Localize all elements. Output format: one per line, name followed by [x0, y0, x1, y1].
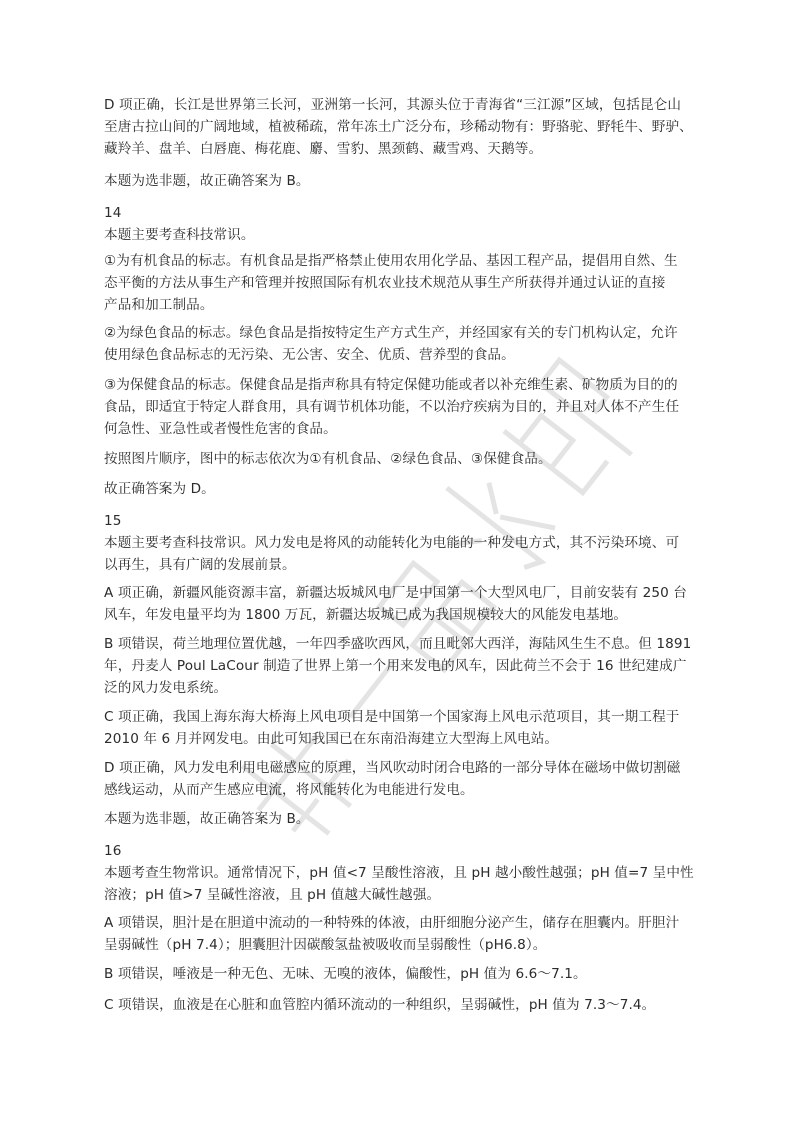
text-line: D 项正确，风力发电利用电磁感应的原理，当风吹动时闭合电路的一部分导体在磁场中做切割磁 [104, 760, 681, 776]
question-number: 14 [104, 205, 122, 221]
question-14-header [104, 202, 694, 246]
text-line: 2010 年 6 月并网发电。由此可知我国已在东南沿海建立大型海上风电站。 [104, 731, 559, 747]
text-line: 年，丹麦人 Poul LaCour 制造了世界上第一个用来发电的风车，因此荷兰不会于 16 世纪建成广 [104, 658, 687, 674]
text-line: A 项错误，胆汁是在胆道中流动的一种特殊的体液，由肝细胞分泌产生，储存在胆囊内。肝胆汁 [104, 915, 680, 931]
text-line: 至唐古拉山间的广阔地域，植被稀疏，常年冻土广泛分布，珍稀动物有：野骆驼、野牦牛、野驴、 [104, 119, 693, 135]
text-line: ②为绿色食品的标志。绿色食品是指按特定生产方式生产，并经国家有关的专门机构认定，允许 [104, 325, 678, 341]
question-number: 15 [104, 513, 122, 529]
text-line: 呈弱碱性（pH 7.4）；胆囊胆汁因碳酸氢盐被吸收而呈弱酸性（pH6.8）。 [104, 937, 547, 953]
text-line: 按照图片顺序，图中的标志依次为①有机食品、②绿色食品、③保健食品。 [104, 451, 552, 467]
text-line: 藏羚羊、盘羊、白唇鹿、梅花鹿、麝、雪豹、黑颈鹤、藏雪鸡、天鹅等。 [104, 141, 543, 157]
text-line: 本题为选非题，故正确答案为 B。 [104, 811, 310, 827]
text-line: B 项错误，唾液是一种无色、无味、无嗅的液体，偏酸性，pH 值为 6.6～7.1。 [104, 966, 587, 982]
text-line: 风车，年发电量平均为 1800 万瓦，新疆达坂城已成为我国规模较大的风能发电基地。 [104, 607, 628, 623]
paragraph-c-option [104, 706, 694, 750]
answer-line [104, 170, 694, 192]
text-line: 食品，即适宜于特定人群食用，具有调节机体功能，不以治疗疾病为目的，并且对人体不产生任 [104, 399, 680, 415]
text-line: 泛的风力发电系统。 [104, 680, 228, 696]
text-line: B 项错误，荷兰地理位置优越，一年四季盛吹西风，而且毗邻大西洋，海陆风生生不息。但 1891 [104, 636, 692, 652]
paragraph-d-option-wind [104, 757, 694, 801]
answer-line [104, 478, 694, 500]
paragraph-image-order [104, 448, 694, 470]
text-line: 溶液；pH 值>7 呈碱性溶液，且 pH 值越大碱性越强。 [104, 887, 441, 903]
text-line: 态平衡的方法从事生产和管理并按照国际有机农业技术规范从事生产所获得并通过认证的直接 [104, 275, 666, 291]
question-number: 16 [104, 843, 122, 859]
text-line: C 项错误，血液是在心脏和血管腔内循环流动的一种组织，呈弱碱性，pH 值为 7.3～7.4。 [104, 997, 656, 1013]
text-line: 使用绿色食品标志的无污染、无公害、安全、优质、营养型的食品。 [104, 347, 515, 363]
text-line: ③为保健食品的标志。保健食品是指声称具有特定保健功能或者以补充维生素、矿物质为目的的 [104, 377, 678, 393]
paragraph-organic-food [104, 250, 694, 316]
paragraph-saliva [104, 963, 694, 985]
text-line: 本题为选非题，故正确答案为 B。 [104, 173, 310, 189]
paragraph-a-option [104, 582, 694, 626]
text-line: 产品和加工制品。 [104, 297, 214, 313]
text-line: 以再生，具有广阔的发展前景。 [104, 557, 296, 573]
text-line: C 项正确，我国上海东海大桥海上风电项目是中国第一个国家海上风电示范项目，其一期工程于 [104, 709, 680, 725]
text-line: 本题主要考查科技常识。风力发电是将风的动能转化为电能的一种发电方式，其不污染环境、可 [104, 535, 680, 551]
text-line: 本题考查生物常识。通常情况下，pH 值<7 呈酸性溶液，且 pH 越小酸性越强；pH 值=7 呈中性 [104, 865, 694, 881]
question-15-header [104, 510, 694, 576]
paragraph-health-food [104, 374, 694, 440]
text-line: ①为有机食品的标志。有机食品是指严格禁止使用农用化学品、基因工程产品，提倡用自然、生 [104, 253, 678, 269]
text-line: D 项正确，长江是世界第三长河，亚洲第一长河，其源头位于青海省“三江源”区域，包括昆仑山 [104, 97, 682, 113]
paragraph-bile [104, 912, 694, 956]
paragraph-d-option [104, 94, 694, 160]
text-line: 感线运动，从而产生感应电流，将风能转化为电能进行发电。 [104, 782, 474, 798]
paragraph-green-food [104, 322, 694, 366]
text-line: 故正确答案为 D。 [104, 481, 215, 497]
paragraph-b-option [104, 633, 694, 699]
question-16-header [104, 840, 694, 906]
answer-line [104, 808, 694, 830]
paragraph-blood [104, 994, 694, 1016]
text-line: 本题主要考查科技常识。 [104, 227, 255, 243]
text-line: A 项正确，新疆风能资源丰富，新疆达坂城风电厂是中国第一个大型风电厂，目前安装有 250 台 [104, 585, 687, 601]
text-line: 何急性、亚急性或者慢性危害的食品。 [104, 421, 337, 437]
